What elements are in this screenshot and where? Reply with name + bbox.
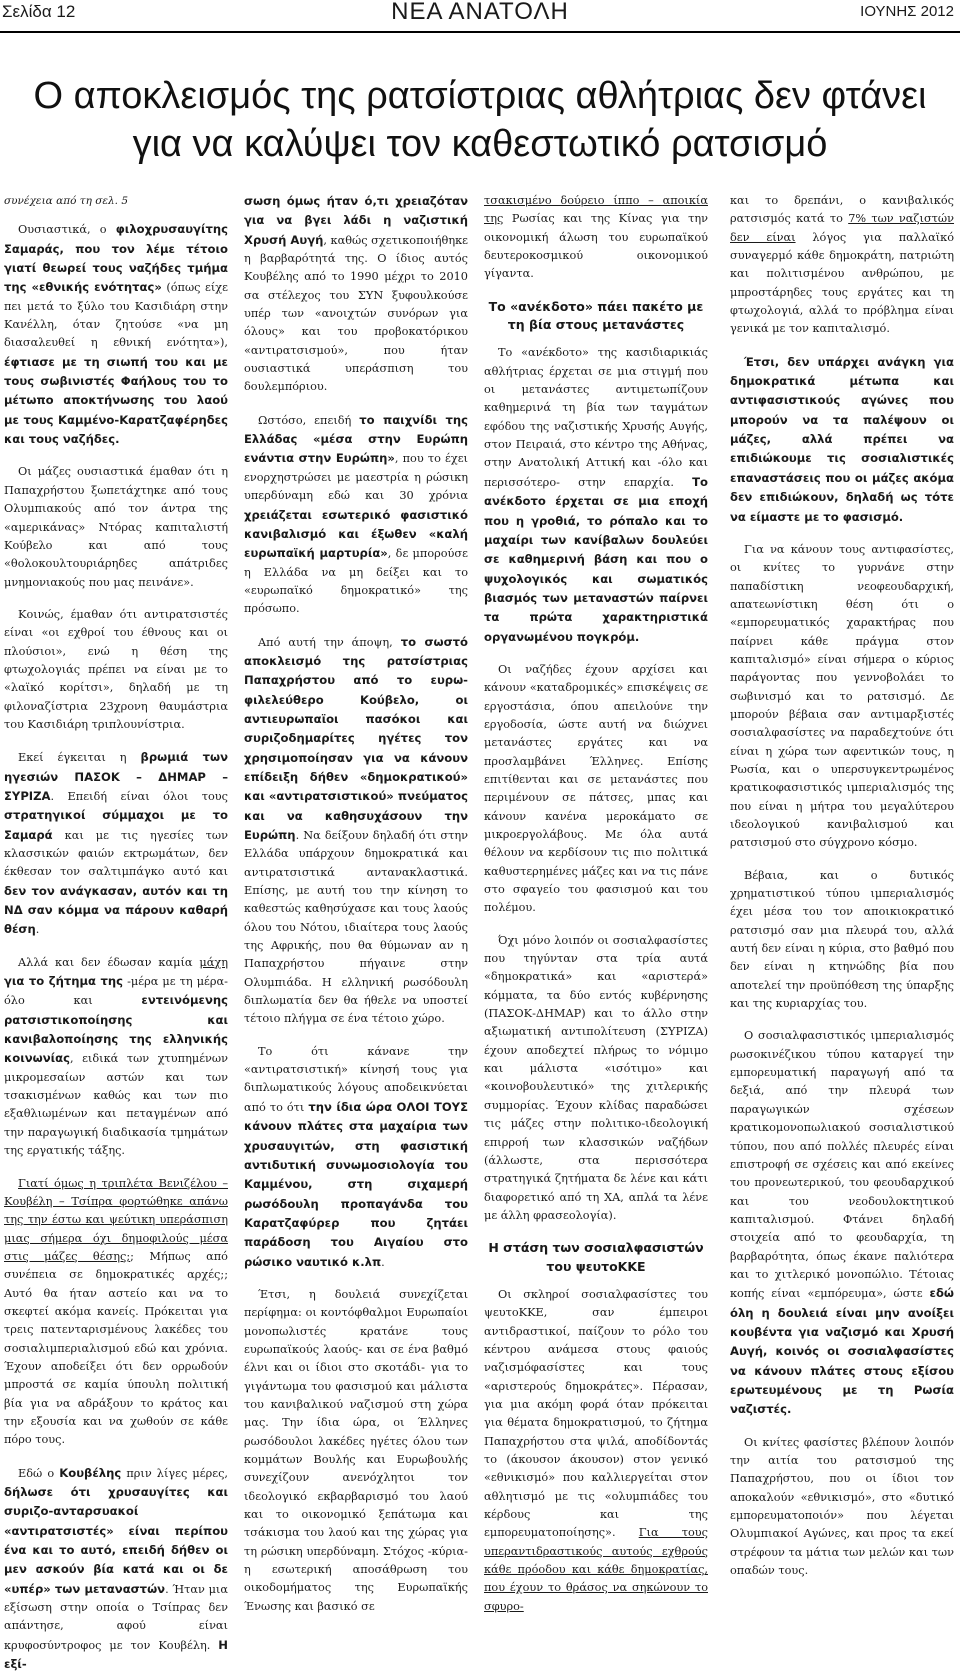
underlined-text-run: τσακισμένο δούρειο ίππο – αποικία της [484,194,708,226]
article-paragraph [244,192,468,397]
text-run: συνέχεια από τη σελ. 5 [4,195,129,207]
text-run: Αλλά και δεν έδωσαν καμία [18,955,200,969]
bold-text-run: Κουβέλης [59,1465,122,1480]
text-run: Εδώ ο [18,1466,60,1480]
bold-text-run: βρωμιά των ηγεσιών ΠΑΣΟΚ – ΔΗΜΑΡ – ΣΥΡΙΖΑ [4,750,228,803]
text-run: Οι ναζήδες έχουν αρχίσει και κάνουν «καταδρομικές» επισκέψεις σε εργοστάσια, όπου απειλούνε την εργοδοσία, ώστε αυτή να διώχνει μετανάστες εργάτες και να προσλαμβάνει Έλληνες. Επίσης επιτίθενται και σε μετανάστες που περιμένουν σε πάτσες, μπας και κάνουν κανένα μεροκάματο σε μικροεργολάβους. Με όλα αυτά θέλουν να κερδίσουν τις πιο πολιτικά καθυστερημένες μάζες και να τις πάνε στο σφαγείο του φασισμού και του πολέμου. [484,662,708,915]
text-run: Εκεί έγκειται η [18,751,141,765]
text-run: , καθώς σχετικοποιήθηκε η βαρβαρότητά της. Ο ίδιος αυτός Κουβέλης από το 1990 μέχρι το 2010 σα στέλεχος του ΣΥΝ ξυφουλκούσε υπέρ των «ανοιχτών συνόρων για όλους» και του προβοκατόρικου «αντιρατσισμού», που ήταν ουσιαστικά υπεράσπιση του δουλεμπόριου. [244,233,469,394]
text-run: . [35,923,40,937]
text-run: Για να κάνουν τους αντιφασίστες, οι κνίτες το γυρνάνε στην παπαδίστικη νεοφεουδαρχική, απατεωνίστικη θέση ότι ο «εμπορευματικός χαρακτήρας που παίρνει κάθε πράγμα στον καπιταλισμό» είναι σήμερα ο κύριος παράγοντας που γεννοβολάει το σωβινισμό και το ρατσισμό. Δε μπορούν βέβαια σαν αντιμαρξιστές σοσιαλφασίστες να παραδεχτούνε ότι είναι η χώρα των αφεντικών τους, η Ρωσία, και ο υπερσυγκεντρωμένος κρατικοφασιστικός ιμπεριαλισμός της που είναι η μήτρα του μεγαλύτερου ιδεολογικού κανιβαλισμού και ρατσισμού στο σύγχρονο κόσμο. [730,542,954,850]
text-run: Ωστόσο, επειδή [258,413,360,427]
bold-text-run: την ίδια ώρα ΟΛΟΙ ΤΟΥΣ κάνουν πλάτες στα μαχαίρια των χρυσαυγιτών, στη φασιστική αντιδυτική συνωμοσιολογία του Καμμένου, στη σιχαμερή ρωσόδουλη προπαγάνδα του Καρατζαφύρερ που ζητάει παράδοση του Αιγαίου στο ρώσικο ναυτικό κ.λπ [244,1099,468,1269]
article-headline: Ο αποκλεισμός της ρατσίστριας αθλήτριας δεν φτάνει για να καλύψει τον καθεστωτικό ρατσισμό [33,75,927,165]
text-run: . [381,1255,385,1269]
text-run: Το ότι κάνανε την «αντιρατσιστική» κίνησή τους για διπλωματικούς λόγους αποδεικνύεται από το ότι [244,1044,468,1114]
article-paragraph [730,1027,954,1419]
text-run: Ο σοσιαλφασιστικός ιμπεριαλισμός ρωσοκινέζικου τύπου καταργεί την εμπορευματική παραγωγή από τα δεξιά, από την πλευρά των παραγωγικών σχέσεων κρατικομονοπωλιακού σοσιαλιστικού τύπου, που από πολλές πλευρές είναι επιστροφή σε σχέσεις και από εκείνες του προνεωτερικού, του φεουδαρχικού και του νεοδουλοκτητικού καπιταλισμού. Φτάνει δηλαδή στοιχεία από το φεουδαρχία, τη βαρβαρότητα, όπως έκανε παλιότερα και το χιτλερικό μονοπώλιο. Τέτοιας κοπής είναι «εμπόρευμα», ώστε [730,1029,954,1301]
continuation-note [4,192,228,210]
text-run: Βέβαια, και ο δυτικός χρηματιστικού τύπου ιμπεριαλισμός έχει μέσα του τον αποικιοκρατικό ρατσισμό σαν μια πλευρά του, αλλά αυτή δεν είναι η κύρια, στο βαθμό που δεν είναι η κτηνώδης βία που αποτελεί την προϋπόθεση της ύπαρξης και της κυριαρχίας του. [730,868,954,1011]
text-run: Ουσιαστικά, ο [18,223,116,237]
underlined-text-run: Για τους υπεραντιδραστικούς αυτούς εχθρούς κάθε πρόοδου και κάθε δημοκρατίας, που έχουν το θράσος να σηκώνουν το σφυρο- [484,1526,708,1613]
article-paragraph [484,932,708,1226]
text-run: Το «ανέκδοτο» πάει πακέτο με τη βία στους μετανάστες [488,298,704,333]
section-subheading [484,298,708,335]
article-paragraph [244,1286,468,1616]
text-run: και με τις ηγεσίες των κλασσικών φαιών εκτρωμάτων, δεν έκθεσαν τον σαλτιμπάγκο αυτό και [4,828,228,879]
issue-date: ΙΟΥΝΗΣ 2012 [860,3,954,20]
text-run: Η στάση των σοσιαλφασιστών του ψευτοΚΚΕ [488,1240,704,1274]
page-header [0,0,960,30]
bold-text-run: δήλωσε ότι χρυσαυγίτες και συριζο-ανταρσυακοί «αντιρατσιστές» είναι περίπου ένα και το αυτό, επειδή δήθεν οι μεν ασκούν βία κατά και οι δε «υπέρ» των μεταναστών [4,1485,228,1596]
underlined-text-run: Γιατί όμως η τριπλέτα Βενιζέλου – Κουβέλη – Τσίπρα φορτώθηκε απάνω της την έστω και ψεύτικη υπεράσπιση μιας σήμερα όχι δημοφιλούς μέσα στις μάζες θέσης; [4,1176,228,1263]
text-run: -μέρα με τη μέρα- όλο και [4,975,228,1008]
page-number: Σελίδα 12 [2,2,76,21]
article-paragraph [4,606,228,734]
text-run: Κοινώς, έμαθαν ότι αντιρατσιστές είναι «οι εχθροί του έθνους και οι πλούσιοι», ενώ η θέση της φτωχολογιάς πρέπει να είναι με το «λαϊκό κορίτσι», δηλαδή με τη φιλοναζίστρια 23χρονη θαυμάστρια του Κασιδιάρη τριπλουνίστρια. [4,607,228,731]
bold-text-run: στρατηγικοί σύμμαχοι με το Σαμαρά [4,808,228,842]
underlined-text-run: 7% των ναζιστών δεν είναι [730,212,955,244]
text-run: Οι σκληροί σοσιαλφασίστες του ψευτοΚΚΕ, σαν έμπειροι αντιδραστικοί, παίζουν το ρόλο του κέντρου ανάμεσα στους φαιούς ναζισμόφασίστες και τους «αριστερούς δημοκράτες». Πέρασαν, για μια ακόμη φορά όταν πρόκειται για θέματα δημοκρατισμού, το ζήτημα Παπαχρήστου στα ψιλά, αποδίδοντάς το (άκουσον άκουσον) στον γενικό «εθνικισμό» που καλλιεργείται στον αθλητισμό με τις «ολυμπιάδες του κέρδους και της εμπορευματοποίησης». [484,1287,708,1540]
article-paragraph [244,1043,468,1272]
newspaper-name: ΝΕΑ ΑΝΑΤΟΛΗ [391,0,569,25]
text-run: . Ήταν μια εξίσωση στην οποία ο Τσίπρας δεν απάντησε, αφού είναι κρυφοσύντροφος με τον Κουβέλη. [4,1582,228,1652]
text-run: πριν λίγες μέρες, [121,1466,229,1480]
text-run: Οι μάζες ουσιαστικά έμαθαν ότι η Παπαχρήστου ξωπετάχτηκε από τους Ολυμπιακούς από τον άντρα της «αμερικάνας» Ντόρας καπιταλιστή Κούβελο και από τους «θολοκουλτουριάρηδες απάτριδες μνημονιακούς που μας πεινάνε». [4,465,228,589]
text-run: Ρωσίας και της Κίνας για την οικονομική άλωση του ευρωπαϊκού δευτεροκοσμικού οικονομικού γίγαντα. [484,212,708,281]
text-run: και το δρεπάνι, ο κανιβαλικός ρατσισμός κατά το [730,194,954,226]
article-paragraph [4,1175,228,1450]
article-paragraph [484,661,708,918]
text-run: λόγος για παλλαϊκό συναγερμό κάθε δημοκράτη, πατριώτη και πολιτισμένου ανθρώπου, με μπροστάρηδες τους εργάτες και τη φτωχολογιά, αλλά το πρόβλημα είναι γενικά με τον καπιταλισμό. [730,230,954,336]
bold-text-run: έφτιασε με τη σιωπή του και με τους σωβινιστές Φαήλους του το μέτωπο αποκτήνωσης του λαού με τους Καμμένο-Καρατζαφέρηδες και τους ναζήδες. [4,354,228,447]
bold-text-run: Η εξί- [4,1637,228,1672]
article-paragraph [244,411,468,619]
bold-text-run: σωση όμως ήταν ό,τι χρειαζόταν για να βγει λάδι η ναζιστική Χρυσή Αυγή [244,194,468,247]
section-subheading [484,1239,708,1276]
article-paragraph [4,220,228,449]
text-run: Από αυτή την άποψη, [258,635,401,649]
article-paragraph [730,1434,954,1581]
article-paragraph [730,353,954,527]
article-paragraph [730,192,954,339]
bold-text-run: το σωστό αποκλεισμό της ρατσίστριας Παπαχρήστου από το ευρω-φιλελεύθερο Κούβελο, οι αντιευρωπαϊοι πασόκοι και συριζοδημαρίτες ηγέτες τον χρησιμοποίησαν για να κάνουν επίδειξη δήθεν «δημοκρατικού» και «αντιρατσιστικού» πνεύματος και να καθησυχάσουν την Ευρώπη [244,634,468,842]
text-run: , ειδικά των χτυπημένων μικρομεσαίων αστών και των τσακισμένων καθώς και των πιο εξαθλιωμένων και πεταγμένων από την παραγωγική διαδικασία τμημάτων της εργατικής τάξης. [4,1052,228,1158]
bold-text-run: εδώ όλη η δουλειά είναι μην ανοίξει κουβέντα για ναζισμό και Χρυσή Αυγή, κοινός οι σοσιαλφασίστες να κάνουν πλάτες στους εξίσου ερωτευμένους με τη Ρωσία ναζιστές. [730,1286,954,1417]
text-run: (όπως είχε πει μετά το ξύλο του Κασιδιάρη στην Κανέλλη, όταν ζητούσε «να μη διασαλευθεί η εθνική ενότητα»), [4,281,228,350]
article-paragraph [244,633,468,1029]
underlined-text-run: μάχη [199,955,228,969]
text-run: . Να δείξουν δηλαδή ότι στην Ελλάδα υπάρχουν δημοκρατικά και αντιρατσιστικά αντανακλαστικά. Επίσης, με αυτή του την κίνηση το καθεστώς καθησύχασε και τους λαούς όλου του Νότου, ιδιαίτερα τους λαούς της Αφρικής, που θα θύμωναν αν η Παπαχρήστου πήγαινε στην Ολυμπιάδα. Η ελληνική ρωσόδουλη διπλωματία δεν θα ήθελε να υποστεί τέτοιο πλήγμα σε ένα τέτοιο χώρο. [244,829,468,1026]
article-column-2 [244,192,469,1613]
text-run: . Επειδή είναι όλοι τους [50,789,228,803]
bold-text-run: το παιχνίδι της Ελλάδας «μέσα στην Ευρώπη ενάντια στην Ευρώπη» [244,412,468,466]
article-paragraph [484,1286,708,1616]
bold-text-run: φιλοχρυσαυγίτης Σαμαράς, που τον λέμε τέτοιο γιατί θεωρεί τους ναζήδες τμήμα της «εθνικής ενότητας» [4,222,228,295]
bold-text-run: δεν τον ανάγκασαν, αυτόν και τη ΝΔ σαν κόμμα να πάρουν καθαρή θέση [4,883,228,937]
article-column-4 [730,192,955,1578]
article-paragraph [4,463,228,591]
article-paragraph [484,192,708,284]
article-paragraph [4,748,228,939]
header-rule [0,31,960,33]
text-run: Οι κνίτες φασίστες βλέπουν λοιπόν την αιτία του ρατσισμού της Παπαχρήστου, που οι ίδιοι τον αποκαλούν «εθνικισμό», στο «δυτικό εμπορευματοποιόν» που λέγεται Ολυμπιακοί Αγώνες, και προς τα εκεί στρέφουν τα μάτια των μελών και των οπαδών τους. [730,1435,954,1578]
text-run: Όχι μόνο λοιπόν οι σοσιαλφασίστες που τηγύνταν στα τρία αυτά «δημοκρατικά» και «αριστερά» κόμματα, τα δύο εντός κυβέρνησης (ΠΑΣΟΚ-ΔΗΜΑΡ) και το άλλο στην αξιωματική αντιπολίτευση (ΣΥΡΙΖΑ) έχουν αποδεχτεί πλήρως το νόμιμο και μάλιστα «ισότιμο» και «κοινοβουλευτικό» της χιτλερικής συμμορίας. Έχουν κλίδας παραδώσει τις μάζες στην πολιτικο-ιδεολογική επιρροή των κλασσικών ναζήδων (άλλωστε, στα περισσότερα στρατηγικά ζητήματα δε λένε και κάτι διαφορετικό από τη ΧΑ, απλά τα λένε με άλλη φρασεολογία). [484,933,708,1222]
article-paragraph [4,954,228,1161]
article-paragraph [730,541,954,853]
text-run: , δε μπορούσε η Ελλάδα να μη δείξει και το «ευρωπαϊκό δημοκρατικό» της πρόσωπο. [244,547,468,616]
bold-text-run: χρειάζεται εσωτερικό φασιστικό κανιβαλισμό και έξωθεν «καλή ευρωπαϊκή μαρτυρία» [244,507,468,561]
text-run: , που το έχει ενορχηστρώσει με μαεστρία η ρώσικη υπερδύναμη εδώ και 30 χρόνια [244,452,468,503]
article-paragraph [730,867,954,1014]
bold-text-run: Το ανέκδοτο έρχεται σε μια εποχή που η γροθιά, το ρόπαλο και το μαχαίρι των κανίβαλων δουλεύει σε καθημερινή βάση και που ο ψυχολογικός και σωματικός βιασμός των μεταναστών παίρνει τα πρώτα χαρακτηριστικά οργανωμένου πογκρόμ. [484,474,708,644]
article-column-1 [4,192,229,1672]
article-column-3 [484,192,708,1613]
article-paragraph [4,1464,228,1674]
bold-text-run: για το ζήτημα της [4,974,124,989]
article-paragraph [484,344,708,647]
bold-text-run: Έτσι, δεν υπάρχει ανάγκη για δημοκρατικά μέτωπα και αντιφασιστικούς αγώνες που μπορούν να τα παλέψουν οι μάζες, αλλά πρέπει να επιδιώκουμε τις σοσιαλιστικές επαναστάσεις που οι μάζες ακόμα δεν επιδιώκουν, δηλαδή ως τότε να είμαστε με το φασισμό. [730,354,954,524]
bold-text-run: εντεινόμενης ρατσιστικοποίησης και κανιβαλοποίησης της ελληνικής κοινωνίας [4,993,228,1066]
text-run: Έτσι, η δουλειά συνεχίζεται περίφημα: οι κοντόφθαλμοι Ευρωπαίοι μονοπωλιστές κρατάνε τους ευρωπαϊκούς λαούς- και σε ένα βαθμό έλνι και οι ίδιοι στο σκοτάδι- για το γιγάντωμα του φασισμού και μάλιστα του κανιβαλικού ναζισμού στη χώρα μας. Την ίδια ώρα, οι Έλληνες ρωσόδουλοι λακέδες ηγέτες όλου των κομμάτων Βουλής και Ευρωβουλής συνεχίζουν ανενόχλητοι τον ιδεολογικό εκβαρβαρισμό του λαού και το οικονομικό ξεπάτωμα και τσάκισμα του λαού και της χώρας για τη ρώσικη υπερδύναμη. Στόχος -κύρια- η εσωτερική αποσάθρωση του οικοδομήματος της Ευρωπαϊκής Ένωσης και βασικό σε [244,1287,468,1613]
text-run: ; Μήπως από συνέπεια σε δημοκρατικές αρχές;; Αυτό θα ήταν αστείο και να το σκεφτεί ακόμα κανείς. Πρόκειται για τρεις πατενταρισμένους λακέδες του σοσιαλιμπεριαλισμού εδώ και χρόνια. Έχουν αποδείξει ότι δεν ορρωδούν μπροστά σε καμία ύπουλη πολιτική βία για να αδράξουν το κράτος και την εξουσία και να χωθούν σε κάθε πόρο τους. [4,1249,228,1447]
text-run: Το «ανέκδοτο» της κασιδιαρικιάς αθλήτριας έρχεται σε μια στιγμή που οι μετανάστες αντιμετωπίζουν καθημερινά τη βία των ταγμάτων εφόδου της ναζιστικής Χρυσής Αυγής, στον Πειραιά, στο κέντρο της Αθήνας, στην Ανατολική Αττική και -όλο και περισσότερο- στην επαρχία. [484,346,708,489]
